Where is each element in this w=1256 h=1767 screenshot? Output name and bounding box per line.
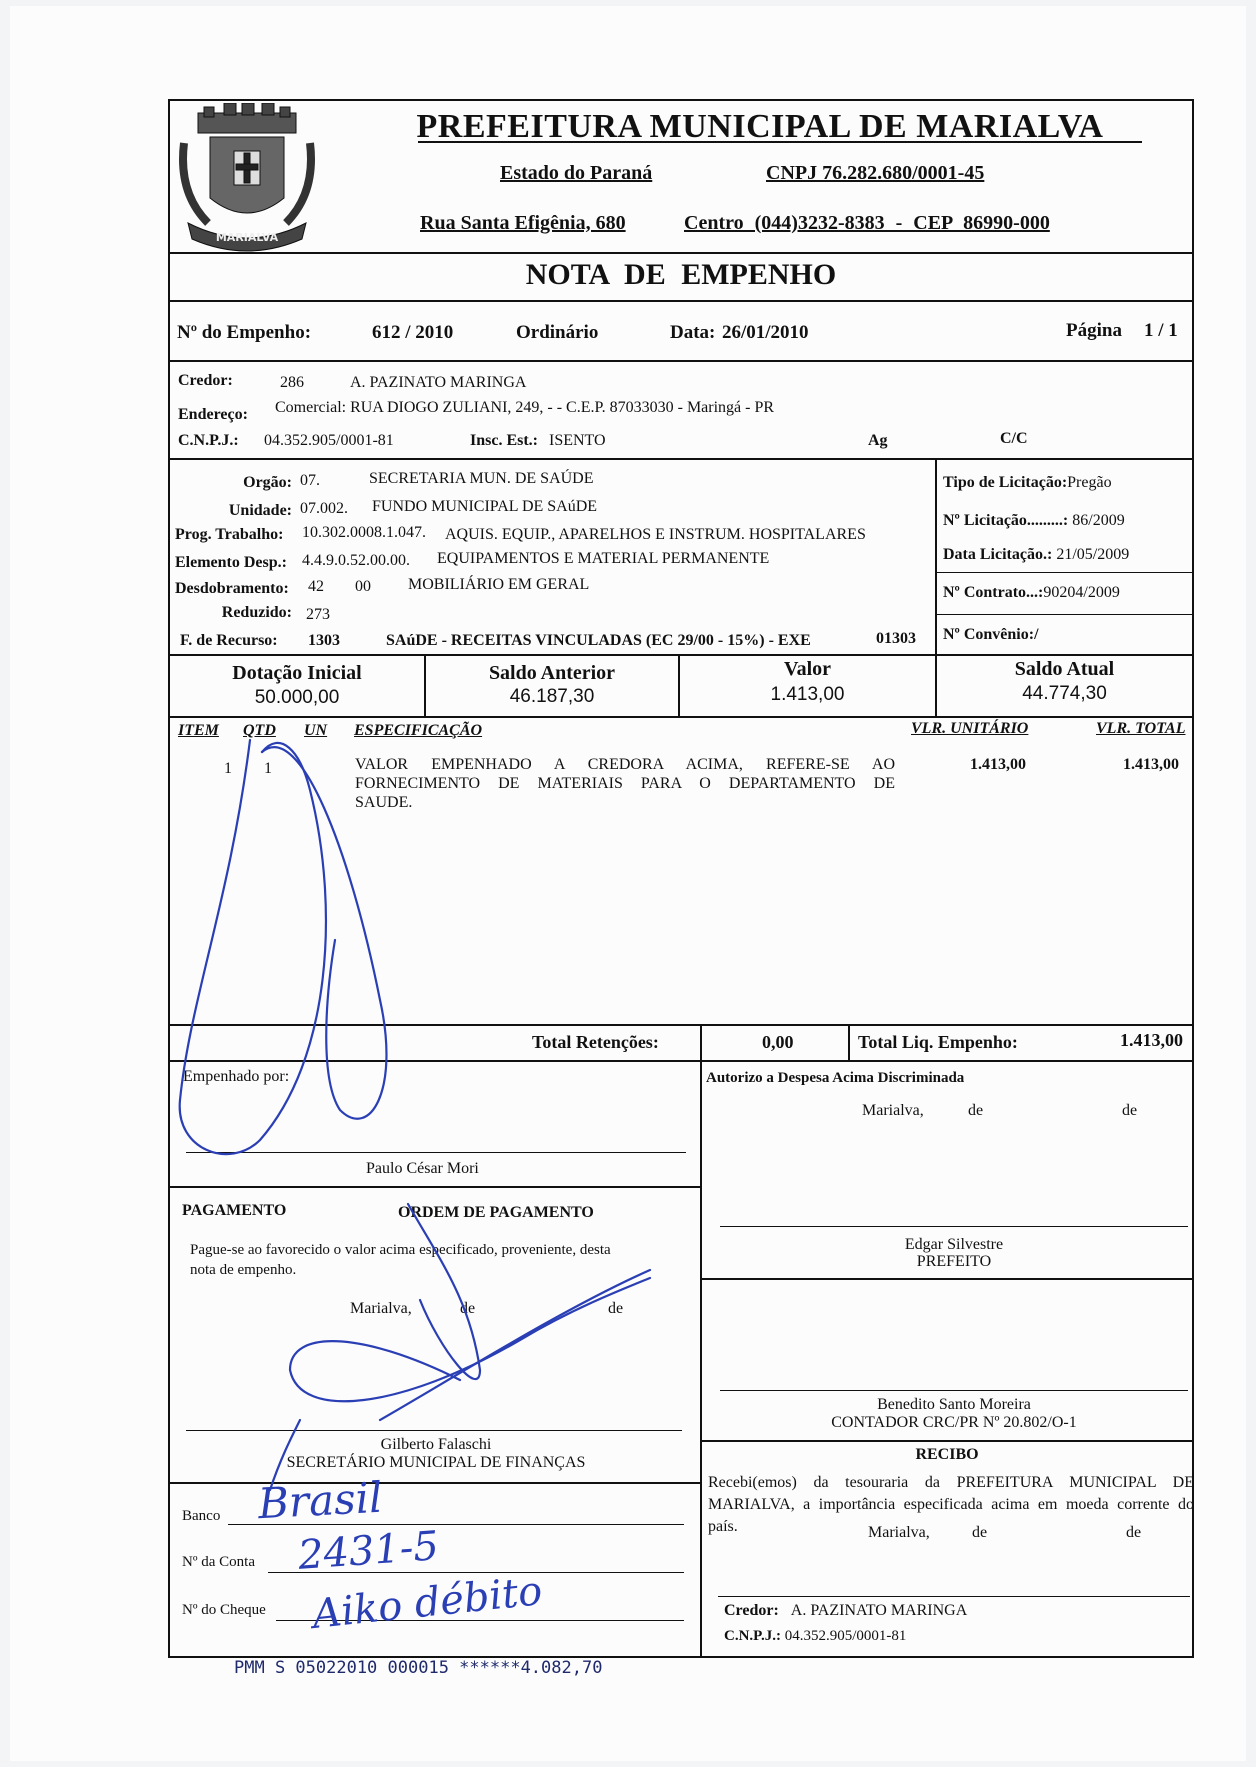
recibo-text-2: MARIALVA, a importância especificada acima em moeda corrente do <box>708 1496 1194 1513</box>
pagamento-label: PAGAMENTO <box>182 1202 287 1219</box>
pagamento-de1: de <box>460 1300 476 1317</box>
banco-label: Banco <box>182 1508 221 1524</box>
unidade-code: 07.002. <box>300 500 348 517</box>
valor-label: Valor <box>783 658 832 680</box>
prefeito-name: Edgar Silvestre <box>904 1236 1004 1253</box>
banco-handwritten: Brasil <box>256 1472 384 1529</box>
desdobramento-code1: 42 <box>308 578 324 595</box>
orgao-name: SECRETARIA MUN. DE SAÚDE <box>369 470 594 487</box>
total-liq-label: Total Liq. Empenho: <box>858 1032 1018 1052</box>
header-cnpj: CNPJ 76.282.680/0001-45 <box>766 162 985 184</box>
total-retencoes-value: 0,00 <box>762 1032 794 1052</box>
desdobramento-code2: 00 <box>355 578 371 595</box>
tipo-licitacao-label: Tipo de Licitação: <box>943 474 1068 491</box>
item-spec-line3: SAUDE. <box>355 794 413 811</box>
recurso-name: SAúDE - RECEITAS VINCULADAS (EC 29/00 - 15%) - EXE <box>386 632 811 649</box>
secretario-name: Gilberto Falaschi <box>380 1436 492 1453</box>
data-licitacao-label: Data Licitação.: <box>943 546 1053 563</box>
prog-code: 10.302.0008.1.047. <box>302 524 426 541</box>
item-number: 1 <box>224 760 232 777</box>
credor-cnpj-label: C.N.P.J.: <box>178 432 239 449</box>
dotacao-inicial-label: Dotação Inicial <box>232 662 362 684</box>
page-value: 1 / 1 <box>1144 320 1178 341</box>
empenhado-name: Paulo César Mori <box>366 1160 479 1177</box>
total-retencoes-label: Total Retenções: <box>532 1032 659 1052</box>
pagamento-text-2: nota de empenho. <box>190 1262 297 1278</box>
pagamento-text-1: Pague-se ao favorecido o valor acima especificado, proveniente, desta <box>190 1242 611 1258</box>
desdobramento-label: Desdobramento: <box>175 580 289 597</box>
dotacao-inicial-value: 50.000,00 <box>254 687 340 708</box>
conta-label: Nº da Conta <box>182 1554 255 1570</box>
data-licitacao-value: 21/05/2009 <box>1056 546 1130 563</box>
recibo-credor-label: Credor: <box>724 1602 779 1619</box>
saldo-atual-label: Saldo Atual <box>1014 658 1115 680</box>
col-qtd: QTD <box>243 722 276 739</box>
insc-value: ISENTO <box>549 432 606 449</box>
item-qtd: 1 <box>264 760 272 777</box>
elemento-name: EQUIPAMENTOS E MATERIAL PERMANENTE <box>437 550 770 567</box>
col-vlr-unitario: VLR. UNITÁRIO <box>911 720 1029 737</box>
empenho-date-label: Data: <box>670 322 716 343</box>
col-especificacao: ESPECIFICAÇÃO <box>354 722 483 739</box>
contador-title: CONTADOR CRC/PR Nº 20.802/O-1 <box>831 1414 1077 1431</box>
recurso-code2: 01303 <box>876 630 916 647</box>
header-address: Rua Santa Efigênia, 680 <box>420 212 626 234</box>
recurso-code: 1303 <box>308 632 340 649</box>
recibo-cnpj-label: C.N.P.J.: <box>724 1628 781 1644</box>
recibo-credor-name: A. PAZINATO MARINGA <box>790 1602 968 1619</box>
cheque-label: Nº do Cheque <box>182 1602 266 1618</box>
header-contact: Centro (044)3232-8383 - CEP 86990-000 <box>684 212 1050 234</box>
credor-endereco: Comercial: RUA DIOGO ZULIANI, 249, - - C.E.P. 87033030 - Maringá - PR <box>275 399 775 416</box>
credor-code: 286 <box>280 374 304 391</box>
elemento-code: 4.4.9.0.52.00.00. <box>302 552 410 569</box>
recibo-city: Marialva, <box>868 1524 930 1541</box>
recibo-text-1: Recebi(emos) da tesouraria da PREFEITURA MUNICIPAL DE <box>708 1474 1194 1491</box>
saldo-atual-value: 44.774,30 <box>1022 683 1107 704</box>
ag-label: Ag <box>868 432 888 449</box>
conta-handwritten: 2431-5 <box>296 1523 441 1579</box>
prefeito-title: PREFEITO <box>916 1253 992 1270</box>
reduzido-label: Reduzido: <box>221 604 292 621</box>
footer-stamp: PMM S 05022010 000015 ******4.082,70 <box>234 1658 603 1678</box>
credor-label: Credor: <box>178 372 233 389</box>
autorizo-city: Marialva, <box>862 1102 924 1119</box>
ordem-pagamento-label: ORDEM DE PAGAMENTO <box>398 1204 594 1221</box>
contador-name: Benedito Santo Moreira <box>877 1396 1031 1413</box>
valor-value: 1.413,00 <box>770 684 845 705</box>
col-un: UN <box>304 722 328 739</box>
prog-label: Prog. Trabalho: <box>175 526 284 543</box>
svg-text:MARIALVA: MARIALVA <box>215 231 279 244</box>
tipo-licitacao-value: Pregão <box>1067 474 1112 491</box>
credor-name: A. PAZINATO MARINGA <box>350 374 527 391</box>
empenho-type: Ordinário <box>516 322 599 343</box>
saldo-anterior-label: Saldo Anterior <box>488 662 616 684</box>
reduzido-value: 273 <box>306 606 330 623</box>
unidade-name: FUNDO MUNICIPAL DE SAúDE <box>372 498 598 515</box>
recibo-de1: de <box>972 1524 988 1541</box>
page-label: Página <box>1066 320 1122 341</box>
num-licitacao-value: 86/2009 <box>1072 512 1125 529</box>
convenio-label: Nº Convênio:/ <box>943 626 1039 643</box>
desdobramento-name: MOBILIÁRIO EM GERAL <box>408 576 590 593</box>
secretario-title: SECRETÁRIO MUNICIPAL DE FINANÇAS <box>286 1454 586 1471</box>
recurso-label: F. de Recurso: <box>180 632 278 649</box>
municipality-title: PREFEITURA MUNICIPAL DE MARIALVA <box>416 108 1104 145</box>
credor-cnpj: 04.352.905/0001-81 <box>264 432 394 449</box>
orgao-label: Orgão: <box>243 474 292 491</box>
pagamento-de2: de <box>608 1300 624 1317</box>
item-spec-line2: FORNECIMENTO DE MATERIAIS PARA O DEPARTAMENTO DE <box>355 775 895 792</box>
empenho-number: 612 / 2010 <box>372 322 454 343</box>
insc-label: Insc. Est.: <box>470 432 539 449</box>
endereco-label: Endereço: <box>178 406 248 423</box>
recibo-title: RECIBO <box>915 1446 979 1463</box>
orgao-code: 07. <box>300 472 320 489</box>
contrato-label: Nº Contrato...: <box>943 584 1044 601</box>
elemento-label: Elemento Desp.: <box>175 554 287 571</box>
contrato-value: 90204/2009 <box>1043 584 1120 601</box>
recibo-cnpj: 04.352.905/0001-81 <box>784 1628 907 1644</box>
recibo-de2: de <box>1126 1524 1142 1541</box>
pagamento-city: Marialva, <box>350 1300 412 1317</box>
item-spec-line1: VALOR EMPENHADO A CREDORA ACIMA, REFERE-SE AO <box>355 756 895 773</box>
recibo-text-3: país. <box>708 1518 738 1535</box>
item-unit-value: 1.413,00 <box>970 756 1026 773</box>
cc-label: C/C <box>1000 430 1028 447</box>
item-total-value: 1.413,00 <box>1123 756 1179 773</box>
autorizo-label: Autorizo a Despesa Acima Discriminada <box>706 1070 965 1086</box>
autorizo-de1: de <box>968 1102 984 1119</box>
unidade-label: Unidade: <box>228 502 292 519</box>
empenho-date: 26/01/2010 <box>722 322 809 343</box>
state-name: Estado do Paraná <box>500 162 653 184</box>
empenho-number-label: Nº do Empenho: <box>177 322 312 343</box>
col-vlr-total: VLR. TOTAL <box>1096 720 1186 737</box>
cheque-handwritten: Aiko débito <box>310 1568 545 1638</box>
document-title: NOTA DE EMPENHO <box>525 258 837 291</box>
col-item: ITEM <box>178 722 219 739</box>
empenhado-label: Empenhado por: <box>183 1068 290 1085</box>
saldo-anterior-value: 46.187,30 <box>509 686 595 707</box>
num-licitacao-label: Nº Licitação.........: <box>943 512 1069 529</box>
total-liq-value: 1.413,00 <box>1120 1030 1183 1050</box>
autorizo-de2: de <box>1122 1102 1138 1119</box>
prog-name: AQUIS. EQUIP., APARELHOS E INSTRUM. HOSPITALARES <box>445 526 866 543</box>
